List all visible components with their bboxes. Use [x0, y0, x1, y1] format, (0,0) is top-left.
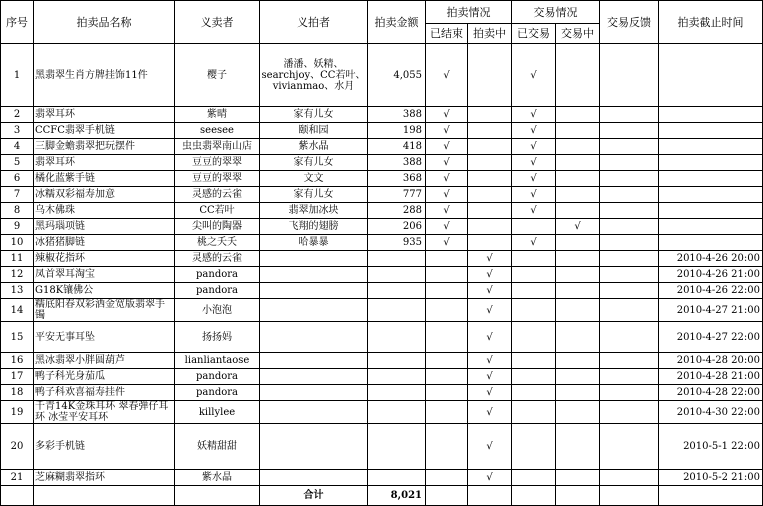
seller-name: 灵感的云雀 — [175, 251, 260, 267]
in-auction-mark — [468, 187, 512, 203]
row-number: 14 — [1, 299, 34, 322]
amount — [368, 322, 426, 353]
ended-mark — [426, 385, 468, 401]
header-feedback: 交易反馈 — [600, 1, 659, 44]
header-deadline: 拍卖截止时间 — [659, 1, 763, 44]
deadline: 2010-4-27 21:00 — [659, 299, 763, 322]
header-amount: 拍卖金额 — [368, 1, 426, 44]
item-name: 翡翠耳环 — [34, 107, 175, 123]
seller-name: pandora — [175, 283, 260, 299]
ended-mark — [426, 299, 468, 322]
deadline — [659, 203, 763, 219]
table-row — [1, 123, 763, 139]
deadline — [659, 235, 763, 251]
in-auction-mark: √ — [468, 322, 512, 353]
seller-name: 紫晴 — [175, 107, 260, 123]
ended-mark — [426, 267, 468, 283]
in-auction-mark — [468, 139, 512, 155]
header-traded: 已交易 — [512, 24, 556, 44]
item-name: 芝麻糊翡翠指环 — [34, 470, 175, 486]
bidder-name — [260, 424, 368, 470]
amount: 198 — [368, 123, 426, 139]
ended-mark — [426, 283, 468, 299]
trading-mark: √ — [556, 219, 600, 235]
amount: 288 — [368, 203, 426, 219]
bidder-name: 哈暴暴 — [260, 235, 368, 251]
trading-mark — [556, 251, 600, 267]
amount: 935 — [368, 235, 426, 251]
feedback — [600, 251, 659, 267]
trading-mark — [556, 283, 600, 299]
deadline — [659, 44, 763, 107]
row-number: 5 — [1, 155, 34, 171]
row-number: 17 — [1, 369, 34, 385]
seller-name: pandora — [175, 369, 260, 385]
bidder-name — [260, 470, 368, 486]
deadline: 2010-4-26 21:00 — [659, 267, 763, 283]
ended-mark: √ — [426, 139, 468, 155]
traded-mark — [512, 385, 556, 401]
amount: 388 — [368, 107, 426, 123]
row-number: 2 — [1, 107, 34, 123]
feedback — [600, 235, 659, 251]
table-row — [1, 424, 763, 470]
feedback — [600, 369, 659, 385]
item-name: 黑翡翠生肖方牌挂饰11件 — [34, 44, 175, 107]
trading-mark — [556, 123, 600, 139]
row-number: 4 — [1, 139, 34, 155]
bidder-name: 潘潘、妖精、searchjoy、CC若叶、vivianmao、水月 — [260, 44, 368, 107]
ended-mark: √ — [426, 171, 468, 187]
bidder-name: 家有儿女 — [260, 107, 368, 123]
seller-name: 灵感的云雀 — [175, 187, 260, 203]
feedback — [600, 424, 659, 470]
traded-mark — [512, 369, 556, 385]
header-trade-status: 交易情况 — [512, 1, 600, 24]
deadline: 2010-4-26 22:00 — [659, 283, 763, 299]
total-blank — [556, 486, 600, 506]
in-auction-mark: √ — [468, 369, 512, 385]
row-number: 20 — [1, 424, 34, 470]
ended-mark: √ — [426, 44, 468, 107]
traded-mark — [512, 401, 556, 424]
row-number: 13 — [1, 283, 34, 299]
table-row — [1, 251, 763, 267]
in-auction-mark — [468, 107, 512, 123]
deadline: 2010-4-27 22:00 — [659, 322, 763, 353]
amount — [368, 424, 426, 470]
seller-name: 紫水晶 — [175, 470, 260, 486]
bidder-name — [260, 299, 368, 322]
item-name: 黑玛瑙项链 — [34, 219, 175, 235]
item-name: 乌木佛珠 — [34, 203, 175, 219]
trading-mark — [556, 299, 600, 322]
seller-name: 豆豆的翠翠 — [175, 155, 260, 171]
in-auction-mark — [468, 219, 512, 235]
amount — [368, 299, 426, 322]
in-auction-mark: √ — [468, 385, 512, 401]
trading-mark — [556, 424, 600, 470]
row-number: 12 — [1, 267, 34, 283]
feedback — [600, 107, 659, 123]
trading-mark — [556, 267, 600, 283]
amount: 388 — [368, 155, 426, 171]
total-label: 合计 — [260, 486, 368, 506]
feedback — [600, 299, 659, 322]
item-name: 三脚金蟾翡翠把玩摆件 — [34, 139, 175, 155]
feedback — [600, 219, 659, 235]
bidder-name — [260, 251, 368, 267]
ended-mark: √ — [426, 155, 468, 171]
seller-name: seesee — [175, 123, 260, 139]
traded-mark — [512, 353, 556, 369]
traded-mark — [512, 267, 556, 283]
trading-mark — [556, 187, 600, 203]
total-blank — [468, 486, 512, 506]
row-number: 15 — [1, 322, 34, 353]
total-blank — [426, 486, 468, 506]
feedback — [600, 139, 659, 155]
total-blank — [600, 486, 659, 506]
feedback — [600, 322, 659, 353]
total-blank — [659, 486, 763, 506]
bidder-name — [260, 401, 368, 424]
amount: 206 — [368, 219, 426, 235]
bidder-name: 文文 — [260, 171, 368, 187]
header-in-auction: 拍卖中 — [468, 24, 512, 44]
amount — [368, 401, 426, 424]
row-number: 8 — [1, 203, 34, 219]
ended-mark: √ — [426, 187, 468, 203]
seller-name: 妖精甜甜 — [175, 424, 260, 470]
seller-name: 扬扬妈 — [175, 322, 260, 353]
total-blank — [34, 486, 175, 506]
item-name: 橘化蓝紫手链 — [34, 171, 175, 187]
in-auction-mark: √ — [468, 299, 512, 322]
trading-mark — [556, 369, 600, 385]
seller-name: lianliantaose — [175, 353, 260, 369]
feedback — [600, 171, 659, 187]
item-name: 辣椒花指环 — [34, 251, 175, 267]
total-row — [1, 486, 763, 506]
feedback — [600, 155, 659, 171]
amount — [368, 353, 426, 369]
feedback — [600, 353, 659, 369]
traded-mark: √ — [512, 203, 556, 219]
bidder-name: 飞翔的翅膀 — [260, 219, 368, 235]
in-auction-mark — [468, 44, 512, 107]
traded-mark — [512, 470, 556, 486]
in-auction-mark: √ — [468, 424, 512, 470]
item-name: 鸭子科欢喜福寿挂件 — [34, 385, 175, 401]
bidder-name: 家有儿女 — [260, 187, 368, 203]
trading-mark — [556, 171, 600, 187]
item-name: 黑冰翡翠小胖圆葫芦 — [34, 353, 175, 369]
deadline — [659, 139, 763, 155]
ended-mark: √ — [426, 219, 468, 235]
ended-mark — [426, 369, 468, 385]
row-number: 18 — [1, 385, 34, 401]
ended-mark: √ — [426, 235, 468, 251]
bidder-name — [260, 353, 368, 369]
deadline — [659, 219, 763, 235]
table-row — [1, 155, 763, 171]
deadline — [659, 171, 763, 187]
in-auction-mark — [468, 235, 512, 251]
seller-name: pandora — [175, 267, 260, 283]
table-body — [1, 44, 763, 486]
seller-name: 桃之夭夭 — [175, 235, 260, 251]
row-number: 7 — [1, 187, 34, 203]
trading-mark — [556, 470, 600, 486]
ended-mark — [426, 353, 468, 369]
deadline: 2010-4-30 22:00 — [659, 401, 763, 424]
total-blank — [512, 486, 556, 506]
table-row — [1, 470, 763, 486]
deadline — [659, 155, 763, 171]
ended-mark — [426, 470, 468, 486]
feedback — [600, 44, 659, 107]
trading-mark — [556, 353, 600, 369]
traded-mark: √ — [512, 187, 556, 203]
seller-name: pandora — [175, 385, 260, 401]
bidder-name: 颐和园 — [260, 123, 368, 139]
row-number: 9 — [1, 219, 34, 235]
table-row — [1, 219, 763, 235]
total-blank — [1, 486, 34, 506]
table-row — [1, 353, 763, 369]
in-auction-mark: √ — [468, 353, 512, 369]
item-name: 平安无事耳坠 — [34, 322, 175, 353]
item-name: 鸭子科光身茄瓜 — [34, 369, 175, 385]
deadline: 2010-4-28 22:00 — [659, 385, 763, 401]
in-auction-mark — [468, 155, 512, 171]
feedback — [600, 203, 659, 219]
table-row — [1, 203, 763, 219]
feedback — [600, 470, 659, 486]
seller-name: 小泡泡 — [175, 299, 260, 322]
feedback — [600, 283, 659, 299]
header-trading: 交易中 — [556, 24, 600, 44]
item-name: 凤首翠耳淘宝 — [34, 267, 175, 283]
seller-name: killylee — [175, 401, 260, 424]
in-auction-mark: √ — [468, 470, 512, 486]
amount — [368, 267, 426, 283]
table-row — [1, 322, 763, 353]
table-row — [1, 283, 763, 299]
deadline: 2010-4-28 20:00 — [659, 353, 763, 369]
traded-mark — [512, 322, 556, 353]
item-name: 翡翠耳环 — [34, 155, 175, 171]
table-row — [1, 139, 763, 155]
deadline: 2010-5-1 22:00 — [659, 424, 763, 470]
row-number: 16 — [1, 353, 34, 369]
deadline: 2010-5-2 21:00 — [659, 470, 763, 486]
traded-mark — [512, 424, 556, 470]
bidder-name — [260, 267, 368, 283]
item-name: G18K镶佛公 — [34, 283, 175, 299]
traded-mark: √ — [512, 235, 556, 251]
header-item: 拍卖品名称 — [34, 1, 175, 44]
bidder-name — [260, 369, 368, 385]
table-row — [1, 187, 763, 203]
ended-mark: √ — [426, 203, 468, 219]
bidder-name — [260, 322, 368, 353]
table-row — [1, 235, 763, 251]
trading-mark — [556, 401, 600, 424]
feedback — [600, 267, 659, 283]
in-auction-mark: √ — [468, 251, 512, 267]
table-row — [1, 267, 763, 283]
traded-mark — [512, 251, 556, 267]
item-name: 冰猪猪脚链 — [34, 235, 175, 251]
item-name: CCFC翡翠手机链 — [34, 123, 175, 139]
table-row — [1, 299, 763, 322]
header-bidder: 义拍者 — [260, 1, 368, 44]
ended-mark — [426, 401, 468, 424]
amount — [368, 385, 426, 401]
traded-mark: √ — [512, 155, 556, 171]
row-number: 3 — [1, 123, 34, 139]
in-auction-mark — [468, 171, 512, 187]
trading-mark — [556, 385, 600, 401]
in-auction-mark: √ — [468, 267, 512, 283]
trading-mark — [556, 44, 600, 107]
trading-mark — [556, 203, 600, 219]
table-row — [1, 401, 763, 424]
table-row — [1, 171, 763, 187]
amount — [368, 369, 426, 385]
deadline — [659, 107, 763, 123]
deadline — [659, 123, 763, 139]
in-auction-mark — [468, 203, 512, 219]
feedback — [600, 187, 659, 203]
item-name: 糯底阳春双彩洒金宽版翡翠手镯 — [34, 299, 175, 322]
traded-mark — [512, 283, 556, 299]
trading-mark — [556, 235, 600, 251]
table-row — [1, 107, 763, 123]
trading-mark — [556, 322, 600, 353]
seller-name: 豆豆的翠翠 — [175, 171, 260, 187]
seller-name: CC若叶 — [175, 203, 260, 219]
row-number: 6 — [1, 171, 34, 187]
ended-mark — [426, 251, 468, 267]
ended-mark — [426, 322, 468, 353]
feedback — [600, 401, 659, 424]
bidder-name — [260, 283, 368, 299]
table-row — [1, 44, 763, 107]
amount — [368, 283, 426, 299]
header-index: 序号 — [1, 1, 34, 44]
header-auction-status: 拍卖情况 — [426, 1, 512, 24]
bidder-name: 翡翠加冰块 — [260, 203, 368, 219]
traded-mark — [512, 299, 556, 322]
amount: 418 — [368, 139, 426, 155]
table-row — [1, 385, 763, 401]
seller-name: 尖叫的陶器 — [175, 219, 260, 235]
traded-mark: √ — [512, 171, 556, 187]
in-auction-mark: √ — [468, 401, 512, 424]
row-number: 10 — [1, 235, 34, 251]
table-row — [1, 369, 763, 385]
feedback — [600, 123, 659, 139]
bidder-name: 紫水晶 — [260, 139, 368, 155]
traded-mark — [512, 219, 556, 235]
header-ended: 已结束 — [426, 24, 468, 44]
traded-mark: √ — [512, 44, 556, 107]
in-auction-mark — [468, 123, 512, 139]
header-seller: 义卖者 — [175, 1, 260, 44]
amount — [368, 251, 426, 267]
item-name: 多彩手机链 — [34, 424, 175, 470]
amount: 777 — [368, 187, 426, 203]
deadline: 2010-4-26 20:00 — [659, 251, 763, 267]
row-number: 11 — [1, 251, 34, 267]
total-value: 8,021 — [368, 486, 426, 506]
bidder-name: 家有儿女 — [260, 155, 368, 171]
trading-mark — [556, 155, 600, 171]
in-auction-mark: √ — [468, 283, 512, 299]
seller-name: 虫虫翡翠南山店 — [175, 139, 260, 155]
ended-mark — [426, 424, 468, 470]
traded-mark: √ — [512, 139, 556, 155]
item-name: 冰糯双彩福寿加意 — [34, 187, 175, 203]
ended-mark: √ — [426, 107, 468, 123]
deadline — [659, 187, 763, 203]
trading-mark — [556, 139, 600, 155]
amount — [368, 470, 426, 486]
total-blank — [175, 486, 260, 506]
row-number: 1 — [1, 44, 34, 107]
trading-mark — [556, 107, 600, 123]
ended-mark: √ — [426, 123, 468, 139]
traded-mark: √ — [512, 123, 556, 139]
seller-name: 樱子 — [175, 44, 260, 107]
amount: 368 — [368, 171, 426, 187]
feedback — [600, 385, 659, 401]
deadline: 2010-4-28 21:00 — [659, 369, 763, 385]
amount: 4,055 — [368, 44, 426, 107]
row-number: 19 — [1, 401, 34, 424]
traded-mark: √ — [512, 107, 556, 123]
row-number: 21 — [1, 470, 34, 486]
item-name: 千青14K金珠耳环 翠春弹仔耳环 冰莹平安耳环 — [34, 401, 175, 424]
bidder-name — [260, 385, 368, 401]
